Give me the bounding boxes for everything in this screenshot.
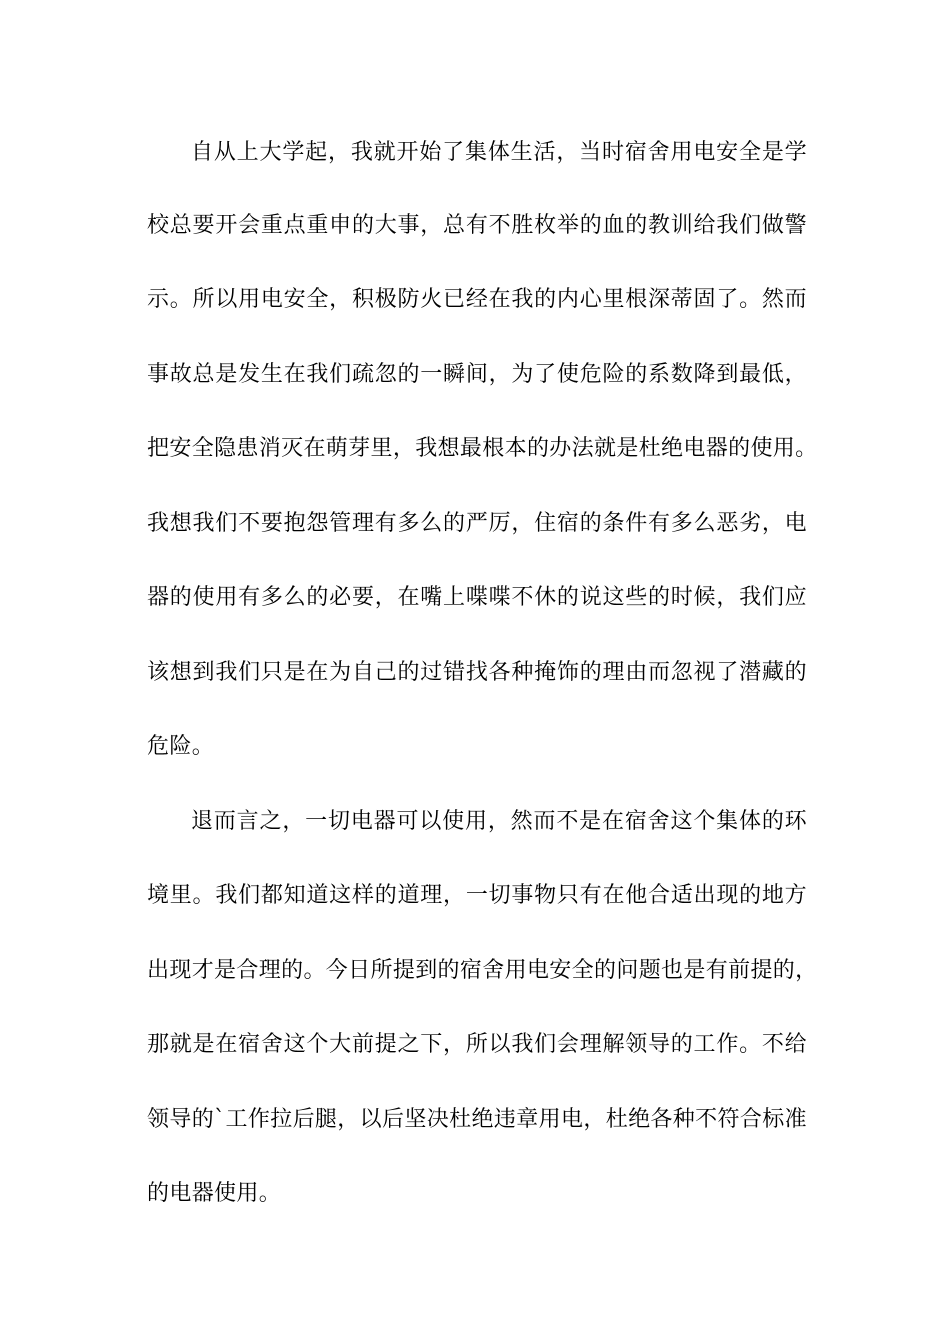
paragraph-1-line-8: 该想到我们只是在为自己的过错找各种掩饰的理由而忽视了潜藏的 [147,660,807,685]
paragraph-2-line-3: 出现才是合理的。今日所提到的宿舍用电安全的问题也是有前提的， [147,958,818,983]
paragraph-1-line-7: 器的使用有多么的必要，在嘴上喋喋不休的说这些的时候，我们应 [147,585,807,610]
paragraph-1-line-2: 校总要开会重点重申的大事，总有不胜枚举的血的教训给我们做警 [147,213,807,238]
paragraph-2-line-6: 的电器使用。 [147,1181,282,1206]
paragraph-2-line-4: 那就是在宿舍这个大前提之下，所以我们会理解领导的工作。不给 [147,1032,807,1057]
paragraph-2-line-5: 领导的`工作拉后腿，以后坚决杜绝违章用电，杜绝各种不符合标准 [147,1107,807,1132]
paragraph-2-line-2: 境里。我们都知道这样的道理，一切事物只有在他合适出现的地方 [147,883,807,908]
paragraph-1-line-6: 我想我们不要抱怨管理有多么的严厉，住宿的条件有多么恶劣，电 [147,511,807,536]
paragraph-1-line-3: 示。所以用电安全，积极防火已经在我的内心里根深蒂固了。然而 [147,287,807,312]
paragraph-1-line-9: 危险。 [147,734,215,759]
paragraph-1-line-1: 自从上大学起，我就开始了集体生活，当时宿舍用电安全是学 [191,140,807,165]
paragraph-1-line-4: 事故总是发生在我们疏忽的一瞬间，为了使危险的系数降到最低， [147,362,807,387]
paragraph-2-line-1: 退而言之，一切电器可以使用，然而不是在宿舍这个集体的环 [191,809,807,834]
paragraph-1-line-5: 把安全隐患消灭在萌芽里，我想最根本的办法就是杜绝电器的使用。 [147,436,818,461]
